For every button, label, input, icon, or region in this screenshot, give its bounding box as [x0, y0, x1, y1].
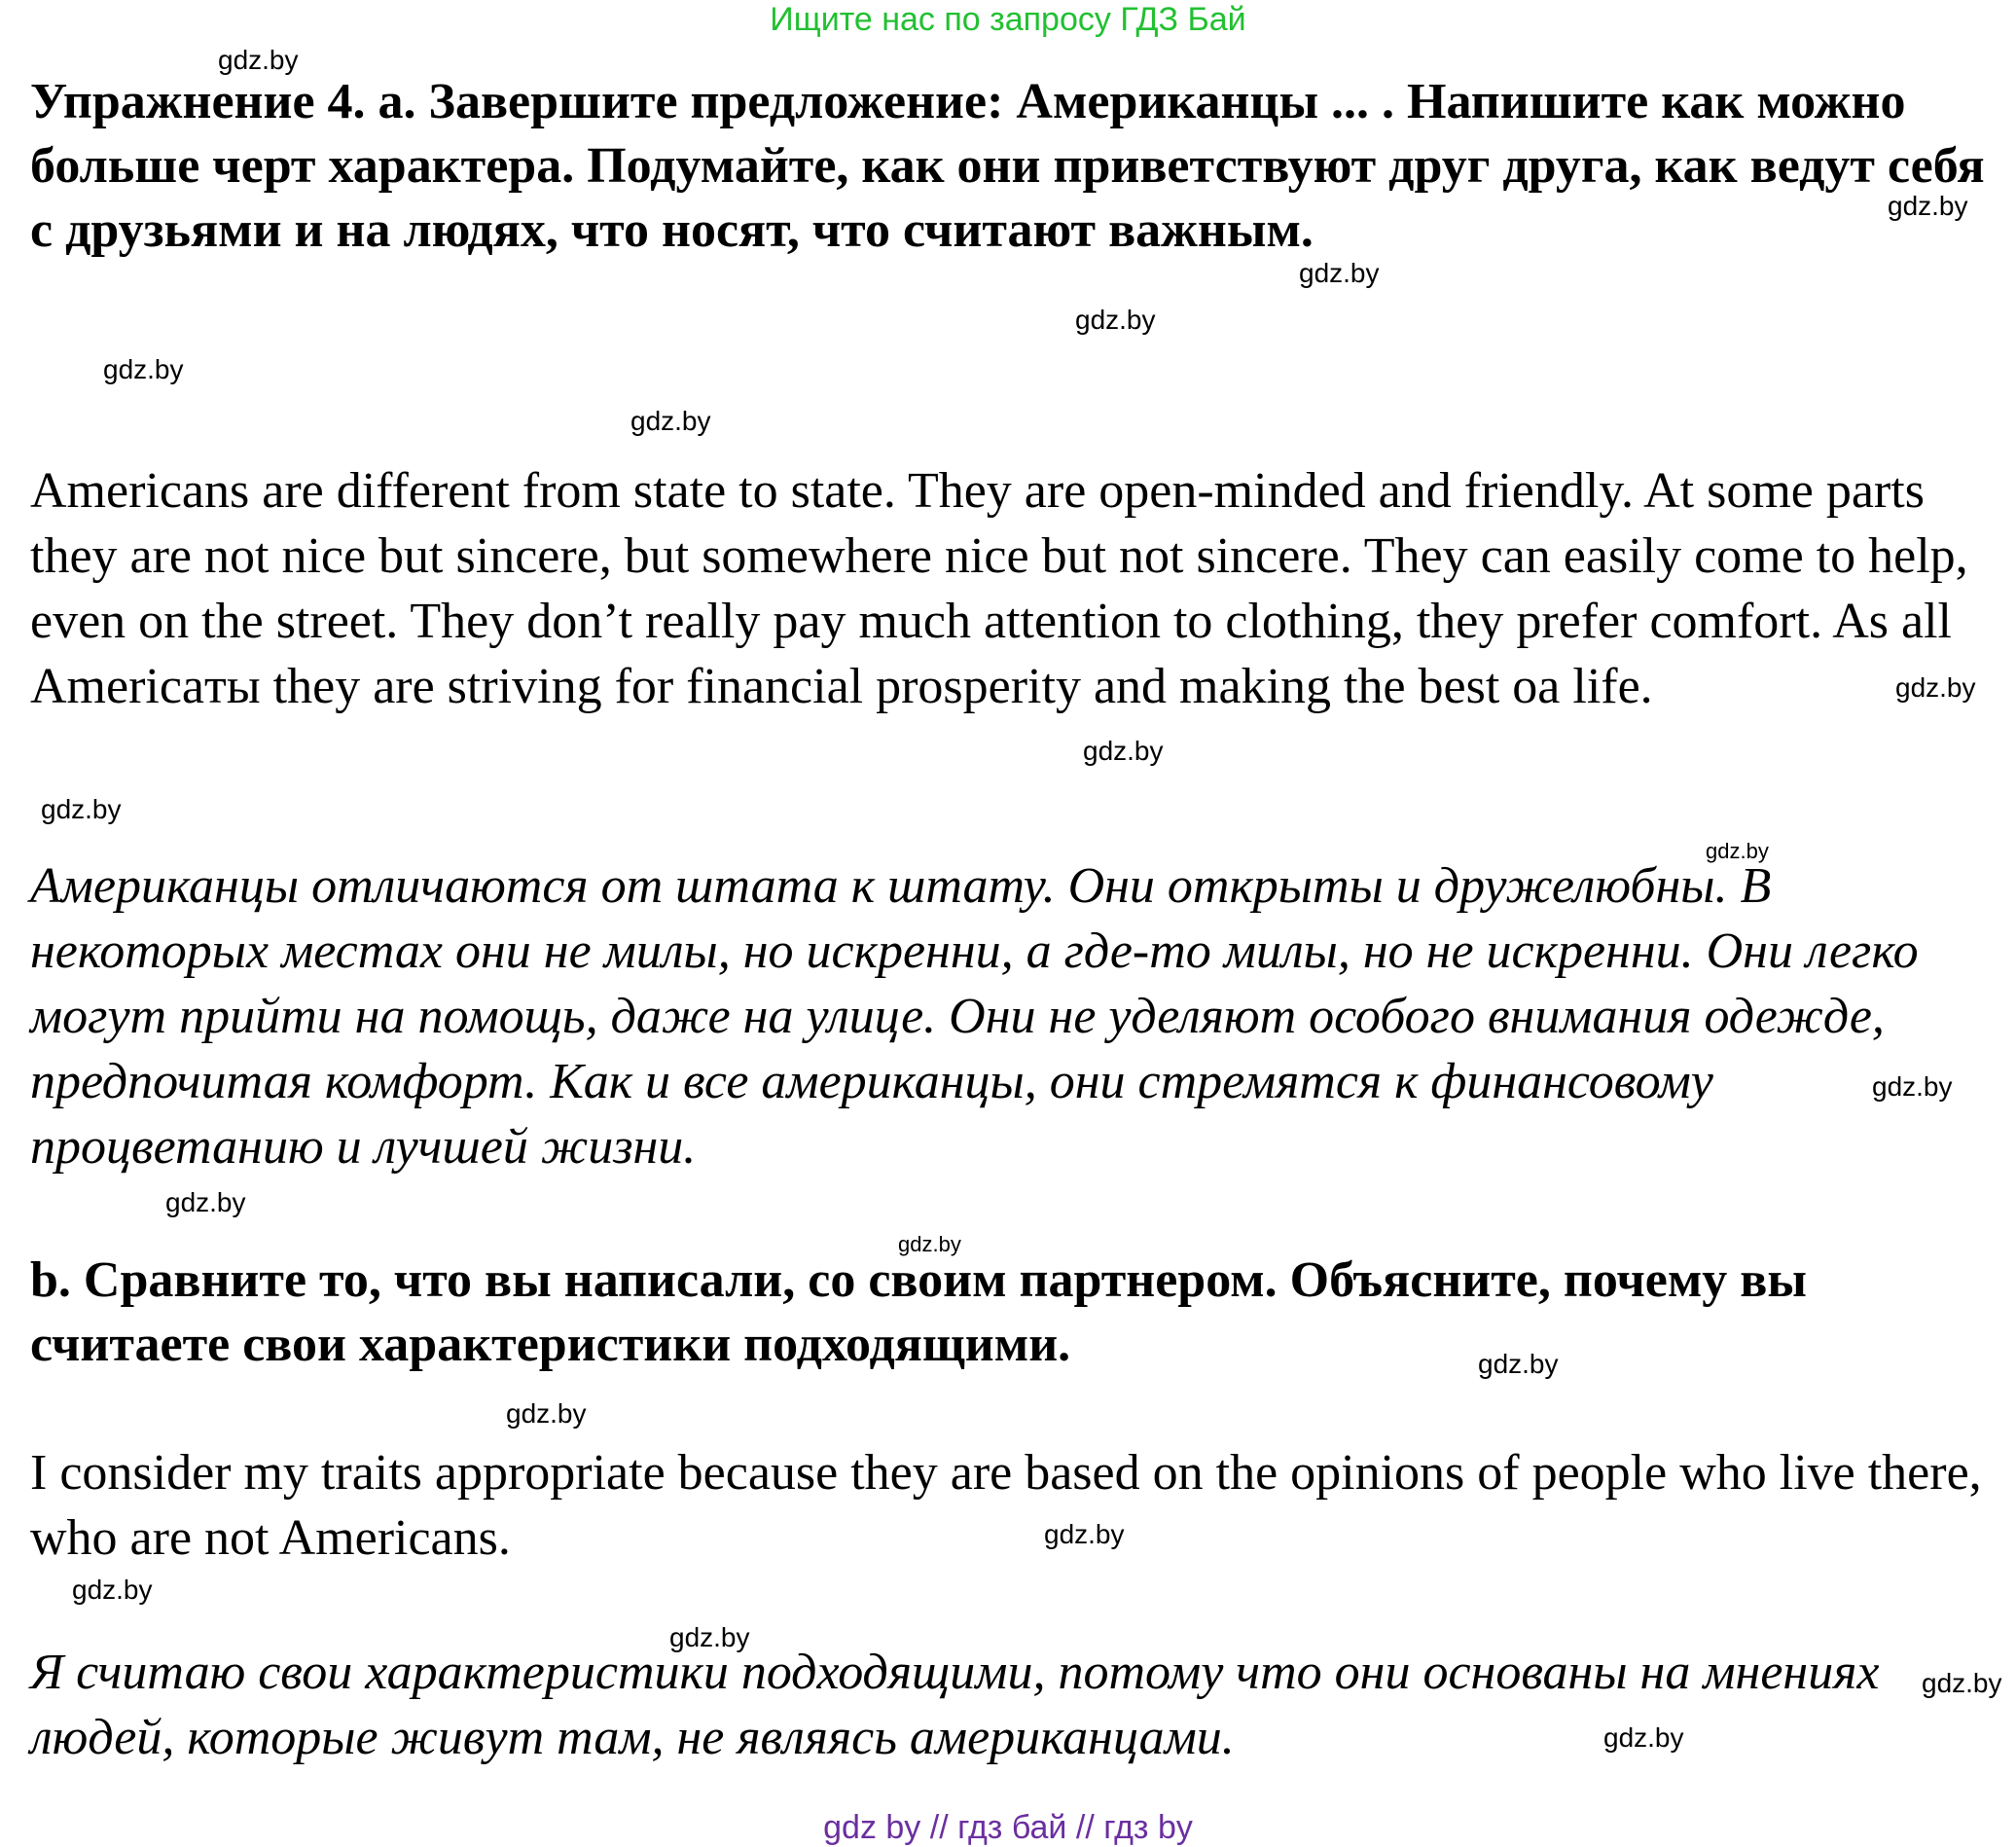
watermark: gdz.by	[669, 1622, 750, 1652]
watermark: gdz.by	[1478, 1349, 1559, 1379]
watermark: gdz.by	[1299, 258, 1380, 288]
watermark: gdz.by	[1872, 1071, 1953, 1102]
watermark: gdz.by	[1888, 191, 1968, 221]
answer-4a-translation: Американцы отличаются от штата к штату. Они открыты и дружелюбны. В некоторых местах они не милы, но искренни, а где-то милы, но не искренни. Они легко могут прийти на помощь, даже на улице. Они не уделяют особого внимания одежде, предпочитая комфорт. Как и все американцы, они стремятся к финансовому процветанию и лучшей жизни.	[30, 858, 1919, 1175]
watermark: gdz.by	[41, 794, 122, 824]
answer-4b-english: I consider my traits appropriate because they are based on the opinions of people who live there, who are not Americans.	[30, 1445, 1982, 1566]
exercise-4a-heading: Упражнение 4. a. Завершите предложение: Американцы ... . Напишите как можно больше черт характера. Подумайте, как они приветствуют друг друга, как ведут себя с друзьями и на людях, что носят, что считают важным.	[30, 74, 1985, 258]
watermark: gdz.by	[1603, 1722, 1684, 1753]
watermark: gdz.by	[1922, 1668, 2002, 1698]
watermark: gdz.by	[506, 1398, 587, 1429]
watermark: gdz.by	[1706, 839, 1769, 863]
watermark: gdz.by	[1075, 305, 1156, 335]
top-banner[interactable]: Ищите нас по запросу ГДЗ Бай	[770, 1, 1246, 38]
footer-links[interactable]: gdz by // гдз бай // гдз by	[823, 1809, 1193, 1846]
watermark: gdz.by	[1044, 1519, 1125, 1549]
exercise-4b-heading: b. Сравните то, что вы написали, со своим партнером. Объясните, почему вы считаете свои характеристики подходящими.	[30, 1252, 1807, 1372]
watermark: gdz.by	[1895, 672, 1976, 703]
answer-4a-english: Americans are different from state to state. They are open-minded and friendly. At some parts they are not nice but sincere, but somewhere nice but not sincere. They can easily come to help, even on the street. They don’t really pay much attention to clothing, they prefer comfort. As all Americaты they are striving for financial prosperity and making the best oa life.	[30, 463, 1968, 714]
watermark: gdz.by	[630, 406, 711, 436]
watermark: gdz.by	[1083, 736, 1164, 766]
watermark: gdz.by	[218, 45, 299, 75]
watermark: gdz.by	[103, 354, 184, 384]
watermark: gdz.by	[898, 1232, 961, 1256]
watermark: gdz.by	[72, 1575, 153, 1605]
watermark: gdz.by	[165, 1187, 246, 1217]
answer-4b-translation: Я считаю свои характеристики подходящими, потому что они основаны на мнениях людей, которые живут там, не являясь американцами.	[30, 1645, 1880, 1765]
